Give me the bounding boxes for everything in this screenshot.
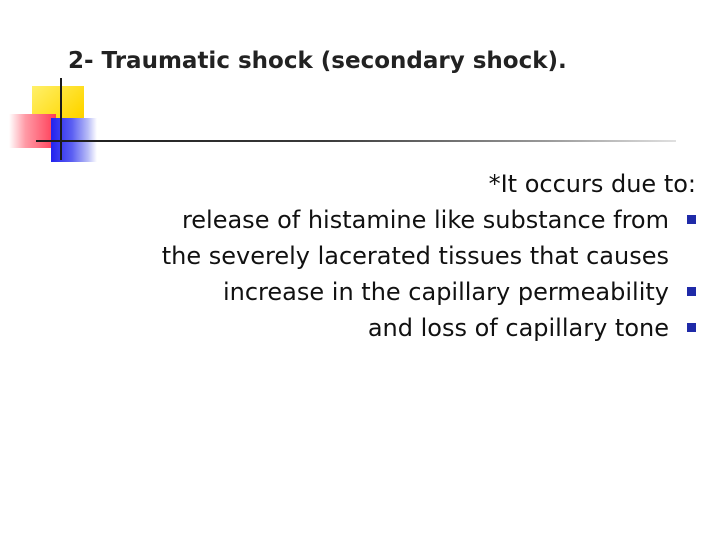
body-line-bullet-2 — [56, 274, 696, 310]
title-underline — [36, 140, 676, 142]
square-bullet-icon — [687, 287, 696, 296]
body-line-text: and loss of capillary tone — [367, 314, 669, 342]
body-line-text: *It occurs due to: — [488, 170, 696, 198]
body-line-bullet-3 — [56, 310, 696, 346]
slide-title: 2- Traumatic shock (secondary shock). — [68, 48, 567, 74]
body-line-continuation — [56, 238, 696, 274]
body-line-bullet-1 — [56, 202, 696, 238]
body-line-intro — [56, 166, 696, 202]
slide-body — [56, 166, 696, 346]
square-bullet-icon — [687, 215, 696, 224]
body-line-text: release of histamine like substance from — [181, 206, 669, 234]
square-bullet-icon — [687, 323, 696, 332]
body-line-text: increase in the capillary permeability — [222, 278, 669, 306]
body-line-text: the severely lacerated tissues that causes — [161, 242, 669, 270]
decorative-red-square — [9, 114, 56, 148]
decorative-vertical-line — [60, 78, 62, 160]
